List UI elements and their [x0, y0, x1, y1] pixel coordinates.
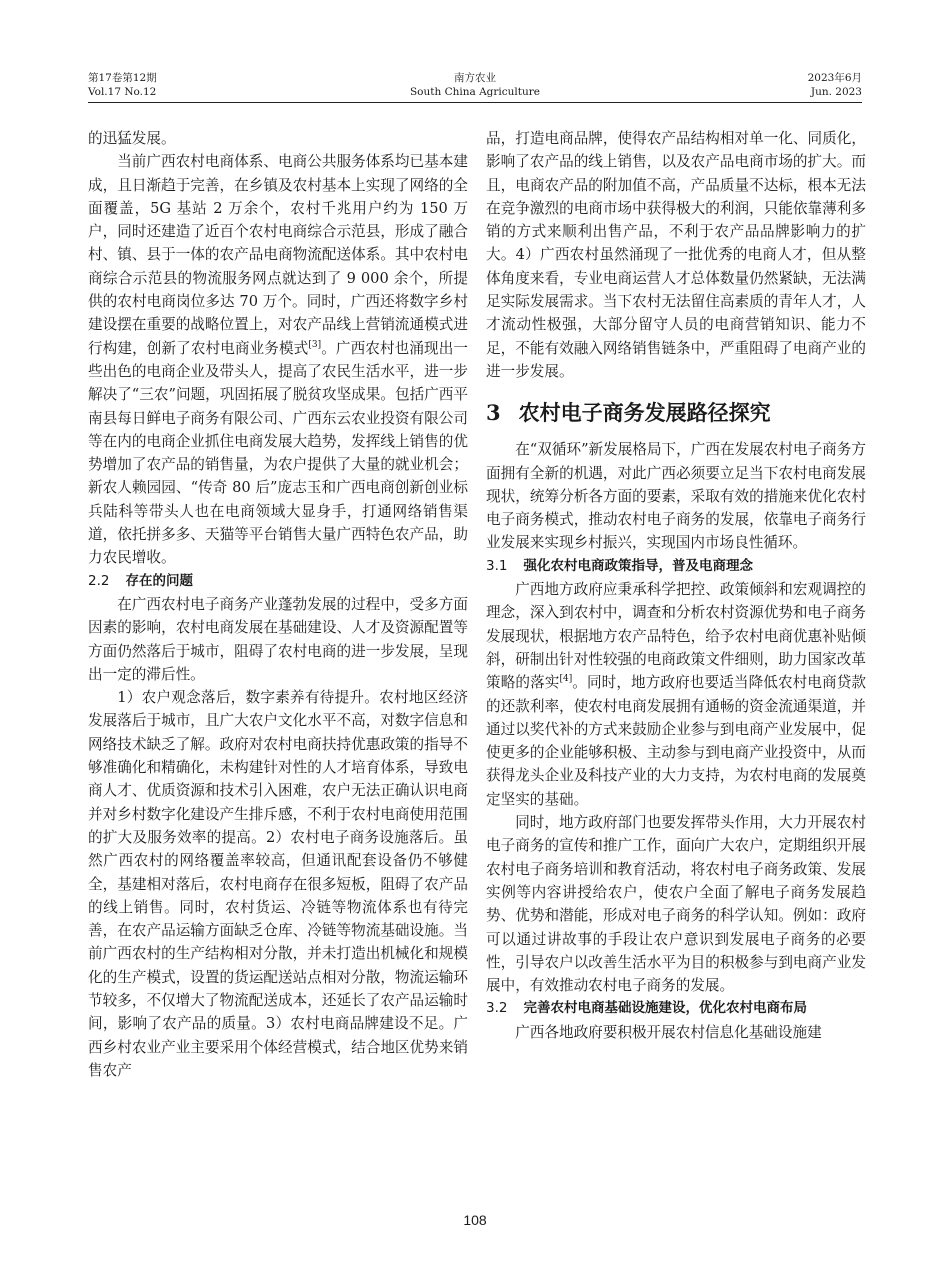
section-title: 存在的问题	[125, 572, 193, 589]
issue-date-zh: 2023年6月	[807, 72, 862, 84]
paragraph: 在“双循环”新发展格局下，广西在发展农村电子商务方面拥有全新的机遇，对此广西必须要立足当下农村电商发展现状，统筹分析各方面的要素，采取有效的措施来优化农村电子商务模式，推动农村电子商务的发展，依靠电子商务行业发展来实现乡村振兴，实现国内市场良性循环。	[486, 441, 866, 552]
right-column	[486, 127, 866, 1044]
citation-ref: [4]	[559, 674, 573, 685]
paragraph	[486, 578, 866, 811]
volume-en: Vol.17 No.12	[88, 85, 157, 98]
issue-date-en: Jun. 2023	[810, 85, 862, 98]
paragraph: 在广西农村电子商务产业蓬勃发展的过程中，受多方面因素的影响，农村电商发展在基础建设、人才及资源配置等方面仍然落后于城市，阻碍了农村电商的进一步发展，呈现出一定的滞后性。	[88, 595, 468, 683]
paragraph: 广西各地政府要积极开展农村信息化基础设施建	[515, 1023, 822, 1041]
paragraph-text: 。广西农村也涌现出一些出色的电商企业及带头人，提高了农民生活水平，进一步解决了“三农”问题，巩固拓展了脱贫攻坚成果。包括广西平南县每日鲜电子商务有限公司、广西东云农业投资有限公司等在内的电商企业抓住电商发展大趋势，发挥线上销售的优势增加了农产品的销售量，为农户提供了大量的就业机会；新农人赖园园、“传奇 80 后”庞志玉和广西电商创新创业标兵陆科等带头人也在电商领域大显身手，打通网络销售渠道，依托拼多多、天猫等平台销售大量广西特色农产品，助力农民增收。	[88, 339, 468, 567]
section-heading-3-2	[486, 997, 866, 1020]
section-number: 3	[486, 400, 501, 426]
citation-ref: [3]	[308, 339, 322, 350]
paragraph-text: 当前广西农村电商体系、电商公共服务体系均已基本建成，且日渐趋于完善，在乡镇及农村基本上实现了网络的全面覆盖，5G 基站 2 万余个，农村千兆用户约为 150 万户，同时还建造了近百个农村电商综合示范县，形成了融合村、镇、县于一体的农产品电商物流配送体系。其中农村电商综合示范县的物流服务网点就达到了 9 000 余个，所提供的农村电商岗位多达 70 万个。同时，广西还将数字乡村建设摆在重要的战略位置上，对农产品线上营销流通模式进行构建，创新了农村电商业务模式	[88, 153, 468, 357]
section-heading-3-1	[486, 555, 866, 578]
paragraph-text: 。同时，地方政府也要适当降低农村电商贷款的还款利率，使农村电商发展拥有通畅的资金流通渠道，并通过以奖代补的方式来鼓励企业参与到电商产业发展中，促使更多的企业能够积极、主动参与到电商产业投资中，从而获得龙头企业及科技产业的大力支持，为农村电商的发展奠定坚实的基础。	[486, 674, 866, 808]
journal-name-zh: 南方农业	[454, 72, 496, 84]
section-number: 2.2	[88, 572, 110, 589]
paragraph-text: 广西地方政府应秉承科学把控、政策倾斜和宏观调控的理念，深入到农村中，调查和分析农村资源优势和电子商务发展现状，根据地方农产品特色，给予农村电商优惠补贴倾斜，研制出针对性较强的电商政策文件细则，助力国家改革策略的落实	[486, 581, 866, 692]
left-column	[88, 127, 468, 1082]
paragraph: 的迅猛发展。	[88, 130, 176, 147]
section-title: 完善农村电商基础设施建设，优化农村电商布局	[523, 1000, 807, 1017]
section-title: 农村电子商务发展路径探究	[518, 400, 771, 426]
journal-name-en: South China Agriculture	[409, 85, 540, 98]
section-number: 3.2	[486, 1000, 508, 1017]
paragraph: 同时，地方政府部门也要发挥带头作用，大力开展农村电子商务的宣传和推广工作，面向广大农户，定期组织开展农村电子商务培训和教育活动，将农村电子商务政策、发展实例等内容讲授给农户，使农户全面了解电子商务发展趋势、优势和潜能，形成对电子商务的科学认知。例如：政府可以通过讲故事的手段让农户意识到发展电子商务的必要性，引导农户以改善生活水平为目的积极参与到电商产业发展中，有效推动农村电子商务的发展。	[486, 814, 866, 995]
running-header	[88, 72, 862, 102]
section-number: 3.1	[486, 557, 508, 574]
journal-name	[88, 72, 862, 99]
volume-zh: 第17卷第12期	[88, 72, 157, 84]
header-divider	[88, 102, 862, 103]
paragraph: 品，打造电商品牌，使得农产品结构相对单一化、同质化，影响了农产品的线上销售，以及农产品电商市场的扩大。而且，电商农产品的附加值不高，产品质量不达标，根本无法在竞争激烈的电商市场中获得极大的利润，只能依靠薄利多销的方式来顺利出售产品，不利于农产品品牌影响力的扩大。4）广西农村虽然涌现了一批优秀的电商人才，但从整体角度来看，专业电商运营人才总体数量仍然紧缺，无法满足实际发展需求。当下农村无法留住高素质的青年人才，人才流动性极强，大部分留守人员的电商营销知识、能力不足，不能有效融入网络销售链条中，严重阻碍了电商产业的进一步发展。	[486, 130, 866, 380]
paragraph	[88, 150, 468, 569]
section-title: 强化农村电商政策指导，普及电商理念	[523, 557, 753, 574]
section-heading-3	[486, 399, 866, 427]
issue-date	[808, 72, 862, 99]
page-number: 108	[463, 1212, 487, 1228]
paragraph: 1）农户观念落后，数字素养有待提升。农村地区经济发展落后于城市，且广大农户文化水平不高，对数字信息和网络技术缺乏了解。政府对农村电商扶持优惠政策的指导不够准确化和精确化，未构建针对性的人才培育体系，导致电商人才、优质资源和技术引入困难，农户无法正确认识电商并对乡村数字化建设产生排斥感，不利于农村电商使用范围的扩大及服务效率的提高。2）农村电子商务设施落后。虽然广西农村的网络覆盖率较高，但通讯配套设备仍不够健全，基建相对落后，农村电商存在很多短板，阻碍了农产品的线上销售。同时，农村货运、冷链等物流体系也有待完善，在农产品运输方面缺乏仓库、冷链等物流基础设施。当前广西农村的生产结构相对分散，并未打造出机械化和规模化的生产模式，设置的货运配送站点相对分散，物流运输环节较多，不仅增大了物流配送成本，还延长了农产品运输时间，影响了农产品的质量。3）农村电商品牌建设不足。广西乡村农业产业主要采用个体经营模式，结合地区优势来销售农产	[88, 689, 468, 1079]
section-heading-2-2	[88, 570, 468, 593]
